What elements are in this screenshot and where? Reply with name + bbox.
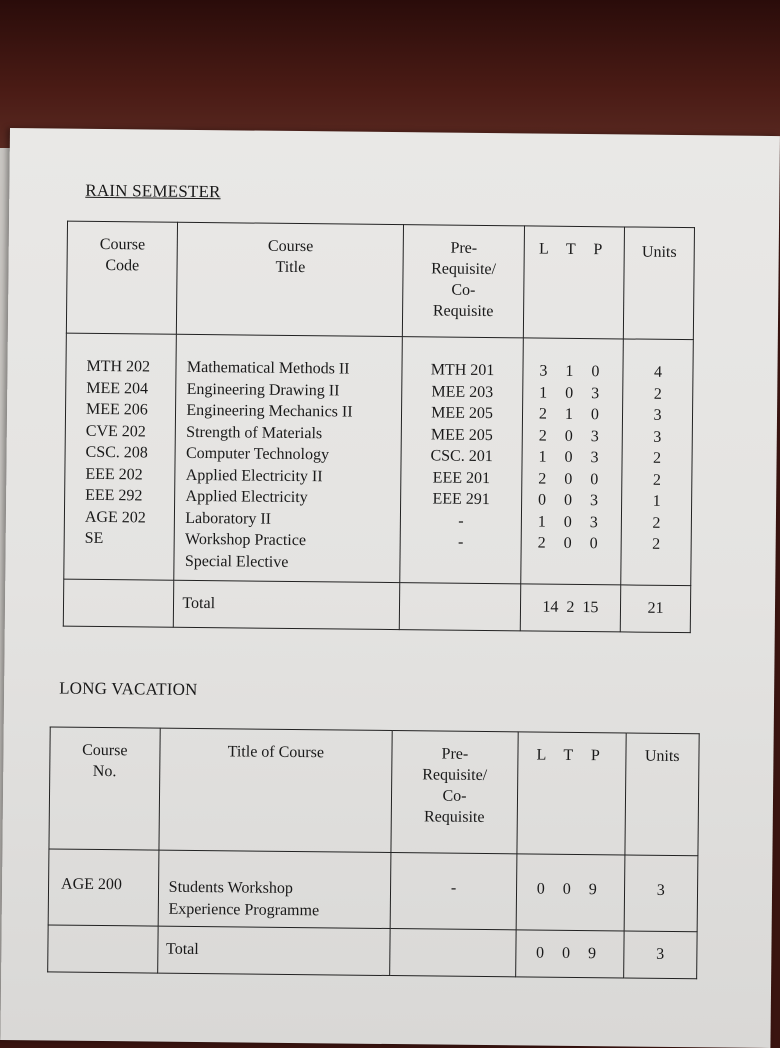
header-text: Units: [641, 243, 677, 261]
header-text: No.: [92, 762, 117, 781]
course-title: Laboratory II: [185, 509, 272, 528]
long-vacation-table: [47, 726, 700, 979]
header-text: Course: [82, 741, 128, 760]
header-prerequisite: [391, 731, 518, 854]
unit-value: 2: [653, 385, 662, 403]
header-ltp: [517, 732, 626, 855]
header-prerequisite: [403, 225, 525, 338]
header-text: Title of Course: [227, 743, 325, 762]
course-title: Strength of Materials: [186, 423, 323, 442]
ltp-value: 1 0 3: [538, 448, 606, 467]
total-label: Total: [174, 580, 400, 629]
ltp-value: 2 0 0: [538, 470, 606, 488]
unit-value: 3: [624, 855, 698, 932]
course-code: EEE 292: [85, 486, 143, 505]
unit-value: 2: [652, 514, 661, 532]
header-text: Title: [275, 258, 306, 277]
prerequisite: MTH 201: [430, 361, 495, 380]
header-text: Requisite/: [422, 766, 488, 785]
prerequisite: MEE 205: [430, 425, 493, 444]
unit-value: 3: [653, 428, 662, 446]
table-header-row: [66, 221, 694, 340]
total-label: Total: [157, 926, 390, 975]
course-title: Special Elective: [184, 552, 289, 571]
prerequisites-cell: [400, 337, 523, 584]
course-code: CVE 202: [85, 422, 146, 440]
course-title: Engineering Drawing II: [186, 380, 340, 399]
header-text: Pre-: [441, 745, 469, 763]
header-text: Co-: [442, 787, 467, 805]
units-cell: [621, 339, 693, 586]
table-header-row: [49, 727, 699, 856]
course-title: Students Workshop: [168, 878, 294, 898]
course-code: EEE 202: [85, 465, 143, 483]
total-row: [48, 925, 697, 979]
ltp-value: 3 1 0: [539, 362, 607, 381]
course-code: SE: [84, 529, 104, 547]
course-rows: [64, 333, 694, 586]
ltp-value: 0 0 3: [537, 491, 606, 510]
total-units: 3: [623, 931, 697, 979]
course-codes-cell: [64, 333, 177, 580]
unit-value: 3: [653, 406, 662, 424]
total-empty-cell: [48, 925, 158, 973]
course-title: Computer Technology: [185, 444, 330, 464]
course-titles-cell: [174, 334, 402, 582]
header-units: [624, 733, 699, 856]
unit-value: 2: [652, 535, 661, 553]
prerequisite: MEE 205: [431, 404, 494, 423]
course-title: Applied Electricity: [185, 487, 308, 507]
header-text: Code: [105, 257, 140, 275]
total-row: [63, 579, 690, 633]
header-text: Requisite/: [431, 260, 497, 279]
background-top: [0, 0, 780, 150]
rain-semester-table: [63, 221, 695, 634]
header-text: Requisite: [432, 302, 494, 321]
prerequisite: -: [457, 533, 464, 551]
prerequisite: EEE 201: [432, 468, 491, 487]
total-ltp: 14 2 15: [520, 584, 621, 632]
total-units: 21: [620, 585, 690, 633]
header-text: Co-: [451, 281, 476, 299]
total-empty-cell: [390, 929, 516, 977]
course-code: CSC. 208: [85, 443, 148, 462]
header-text: L T P: [536, 746, 607, 765]
course-title: Engineering Mechanics II: [186, 401, 353, 421]
header-text: L T P: [538, 240, 610, 259]
total-empty-cell: [400, 583, 521, 631]
course-title: Experience Programme: [168, 900, 320, 919]
header-ltp: [523, 226, 624, 339]
unit-value: 2: [653, 449, 662, 467]
ltp-cell: [521, 338, 624, 585]
ltp-value: 1 0 3: [539, 384, 607, 402]
header-text: Units: [644, 747, 680, 766]
course-title: Mathematical Methods II: [186, 358, 350, 378]
course-code: AGE 202: [84, 508, 146, 526]
course-title: Applied Electricity II: [185, 466, 323, 485]
total-empty-cell: [63, 579, 174, 627]
total-ltp: 0 0 9: [515, 930, 623, 978]
rain-semester-heading: RAIN SEMESTER: [85, 180, 221, 202]
course-no: AGE 200: [48, 849, 158, 926]
ltp-value: 2 1 0: [538, 405, 607, 424]
header-course-no: [49, 727, 160, 850]
course-code: MEE 204: [86, 379, 149, 397]
header-text: Requisite: [423, 808, 485, 827]
course-title-cell: [158, 850, 391, 928]
document-page: [0, 128, 780, 1048]
header-course-code: [66, 221, 178, 334]
prerequisite: -: [390, 853, 517, 930]
course-code: MTH 202: [86, 357, 151, 376]
ltp-value: 2 0 3: [538, 427, 606, 445]
course-title: Workshop Practice: [185, 530, 307, 550]
prerequisite: MEE 203: [431, 382, 494, 401]
ltp-value: 0 0 9: [516, 854, 624, 931]
header-text: Pre-: [450, 239, 478, 257]
unit-value: 2: [652, 471, 661, 489]
header-course-title: [177, 222, 404, 336]
ltp-value: 2 0 0: [537, 534, 605, 553]
ltp-value: 1 0 3: [537, 513, 605, 531]
long-vacation-heading: LONG VACATION: [59, 678, 198, 699]
unit-value: 1: [652, 492, 661, 510]
header-title-of-course: [159, 728, 393, 852]
course-code: MEE 206: [85, 400, 148, 419]
prerequisite: CSC. 201: [430, 447, 493, 466]
course-row: [48, 849, 698, 932]
prerequisite: -: [458, 512, 464, 530]
header-text: Course: [99, 235, 146, 254]
unit-value: 4: [653, 363, 663, 381]
header-units: [623, 227, 694, 340]
prerequisite: EEE 291: [432, 490, 490, 509]
header-text: Course: [267, 237, 314, 256]
